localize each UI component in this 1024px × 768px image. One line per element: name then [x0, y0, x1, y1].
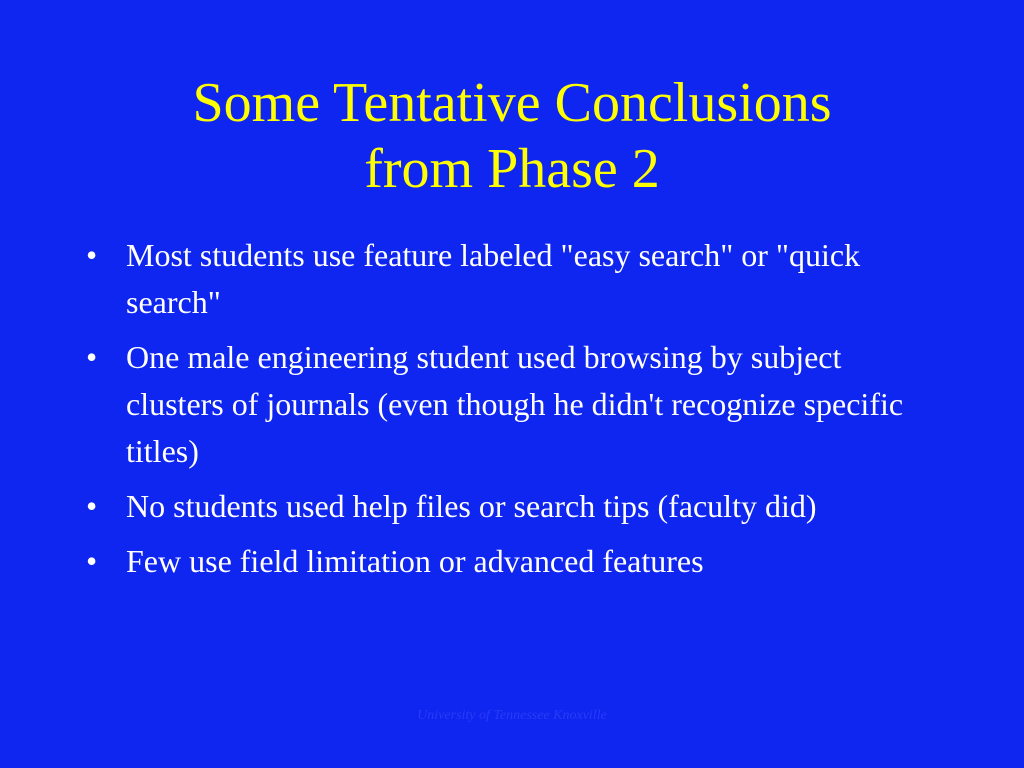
bullet-marker: •	[86, 488, 98, 524]
bullet-text: Few use field limitation or advanced features	[126, 543, 704, 579]
bullet-list	[86, 232, 946, 593]
bullet-text: Most students use feature labeled "easy search" or "quick search"	[126, 237, 861, 320]
slide-title	[0, 70, 1024, 202]
bullet-item	[86, 483, 946, 530]
bullet-marker: •	[86, 339, 98, 375]
bullet-text: No students used help files or search tips (faculty did)	[126, 488, 817, 524]
bullet-marker: •	[86, 543, 98, 579]
bullet-marker: •	[86, 237, 98, 273]
slide-footer: University of Tennessee Knoxville	[417, 708, 607, 723]
bullet-item	[86, 538, 946, 585]
title-line-1: Some Tentative Conclusions	[192, 72, 832, 134]
title-line-2: from Phase 2	[364, 138, 660, 200]
bullet-item	[86, 334, 946, 475]
bullet-item	[86, 232, 946, 326]
bullet-text: One male engineering student used browsing by subject clusters of journals (even though he didn't recognize specific titles)	[126, 339, 904, 469]
